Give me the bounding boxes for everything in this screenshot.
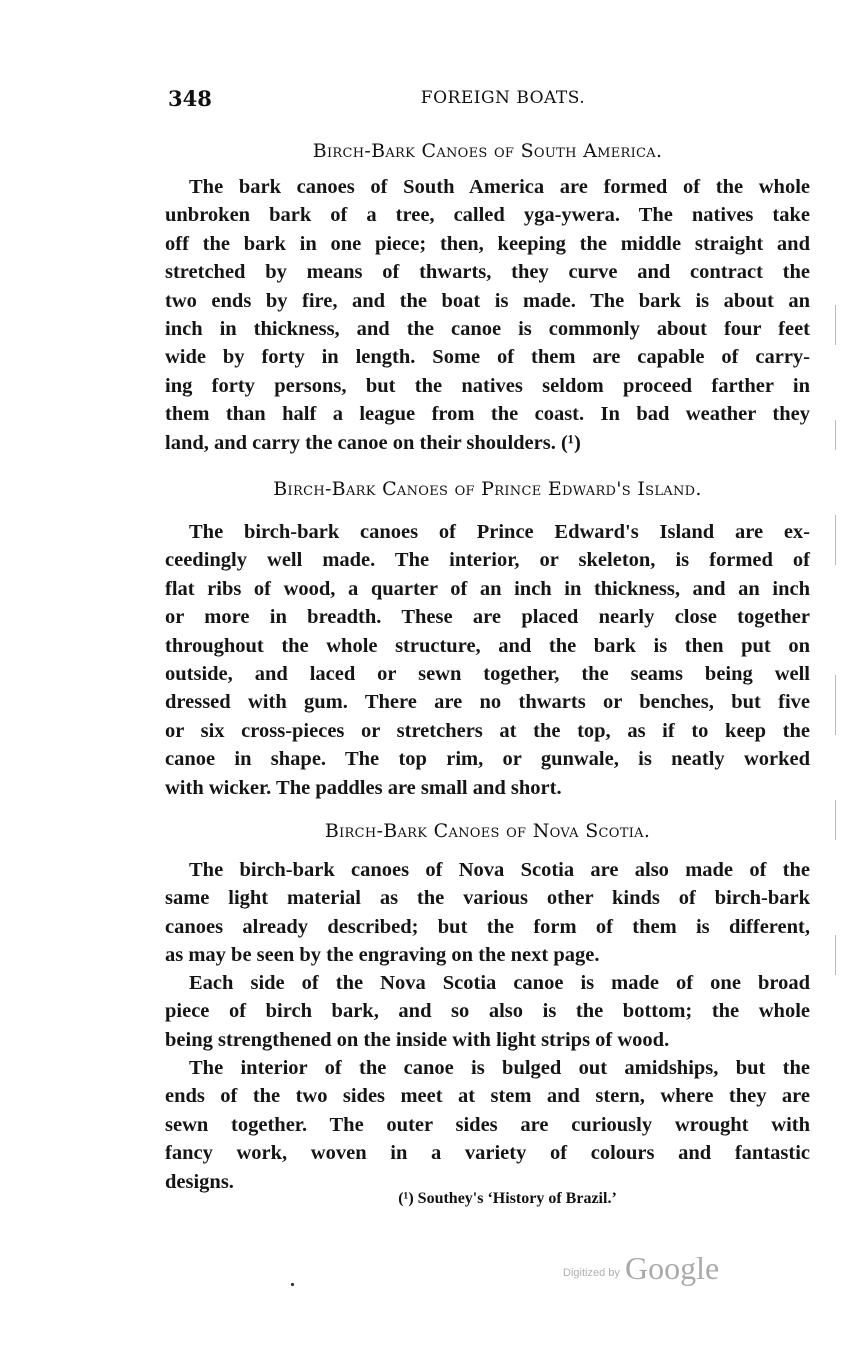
- text-line: Each side of the Nova Scotia canoe is made of one broad: [189, 972, 810, 994]
- paragraph-nova-scotia-1: [165, 856, 810, 970]
- running-title: FOREIGN BOATS.: [420, 88, 586, 108]
- text-line: designs.: [165, 1170, 234, 1193]
- text-line: The birch-bark canoes of Prince Edward's Island are ex-: [189, 521, 810, 543]
- text-line: inch in thickness, and the canoe is commonly about four feet: [165, 317, 810, 340]
- paragraph-nova-scotia-3: [165, 1054, 810, 1196]
- text-line: land, and carry the canoe on their shoulders. (¹): [165, 431, 581, 454]
- scan-margin-line: [835, 800, 836, 840]
- scan-margin-line: [835, 935, 836, 975]
- text-line: flat ribs of wood, a quarter of an inch in thickness, and an inch: [165, 577, 810, 600]
- paragraph-nova-scotia-2: [165, 969, 810, 1054]
- text-line: ing forty persons, but the natives seldom proceed farther in: [165, 374, 810, 397]
- scan-speck: [291, 1283, 294, 1286]
- text-line: with wicker. The paddles are small and short.: [165, 776, 562, 799]
- text-line: off the bark in one piece; then, keeping the middle straight and: [165, 232, 810, 255]
- digitized-watermark: [563, 1250, 719, 1287]
- text-line: fancy work, woven in a variety of colours and fantastic: [165, 1142, 810, 1165]
- scan-margin-line: [835, 420, 836, 450]
- text-line: dressed with gum. There are no thwarts or benches, but five: [165, 691, 810, 714]
- text-line: The bark canoes of South America are formed of the whole: [189, 176, 810, 198]
- google-logo-text: Google: [624, 1250, 720, 1286]
- paragraph-south-america: [165, 173, 810, 457]
- scan-margin-line: [835, 515, 836, 565]
- text-line: outside, and laced or sewn together, the seams being well: [165, 662, 810, 685]
- scan-margin-line: [835, 675, 836, 735]
- text-line: same light material as the various other kinds of birch-bark: [165, 887, 810, 910]
- text-line: them than half a league from the coast. In bad weather they: [165, 403, 810, 426]
- text-line: canoes already described; but the form of them is different,: [165, 915, 810, 938]
- page-number: 348: [168, 86, 212, 111]
- text-line: sewn together. The outer sides are curiously wrought with: [165, 1113, 810, 1136]
- page-header: [168, 86, 808, 114]
- section-heading-nova-scotia: Birch-Bark Canoes of Nova Scotia.: [324, 820, 651, 842]
- paragraph-prince-edward-island: [165, 518, 810, 802]
- text-line: or more in breadth. These are placed nearly close together: [165, 606, 810, 629]
- text-line: or six cross-pieces or stretchers at the top, as if to keep the: [165, 719, 810, 742]
- text-line: ceedingly well made. The interior, or skeleton, is formed of: [165, 549, 810, 572]
- text-line: ends of the two sides meet at stem and stern, where they are: [165, 1085, 810, 1108]
- text-line: The birch-bark canoes of Nova Scotia are also made of the: [189, 859, 810, 881]
- text-line: unbroken bark of a tree, called yga-ywera. The natives take: [165, 204, 810, 227]
- scan-margin-line: [835, 305, 836, 345]
- text-line: throughout the whole structure, and the bark is then put on: [165, 634, 810, 657]
- footnote: (¹) Southey's ‘History of Brazil.’: [398, 1190, 617, 1207]
- text-line: canoe in shape. The top rim, or gunwale, is neatly worked: [165, 748, 810, 771]
- watermark-prefix: Digitized by: [563, 1267, 620, 1279]
- text-line: piece of birch bark, and so also is the bottom; the whole: [165, 1000, 810, 1023]
- text-line: wide by forty in length. Some of them are capable of carry-: [165, 346, 810, 369]
- text-line: stretched by means of thwarts, they curve and contract the: [165, 261, 810, 284]
- text-line: being strengthened on the inside with light strips of wood.: [165, 1028, 670, 1051]
- text-line: two ends by fire, and the boat is made. The bark is about an: [165, 289, 810, 312]
- section-heading-south-america: Birch-Bark Canoes of South America.: [312, 140, 663, 162]
- section-heading-prince-edward-island: Birch-Bark Canoes of Prince Edward's Island.: [273, 478, 702, 500]
- text-line: as may be seen by the engraving on the next page.: [165, 944, 600, 967]
- text-line: The interior of the canoe is bulged out amidships, but the: [189, 1057, 810, 1079]
